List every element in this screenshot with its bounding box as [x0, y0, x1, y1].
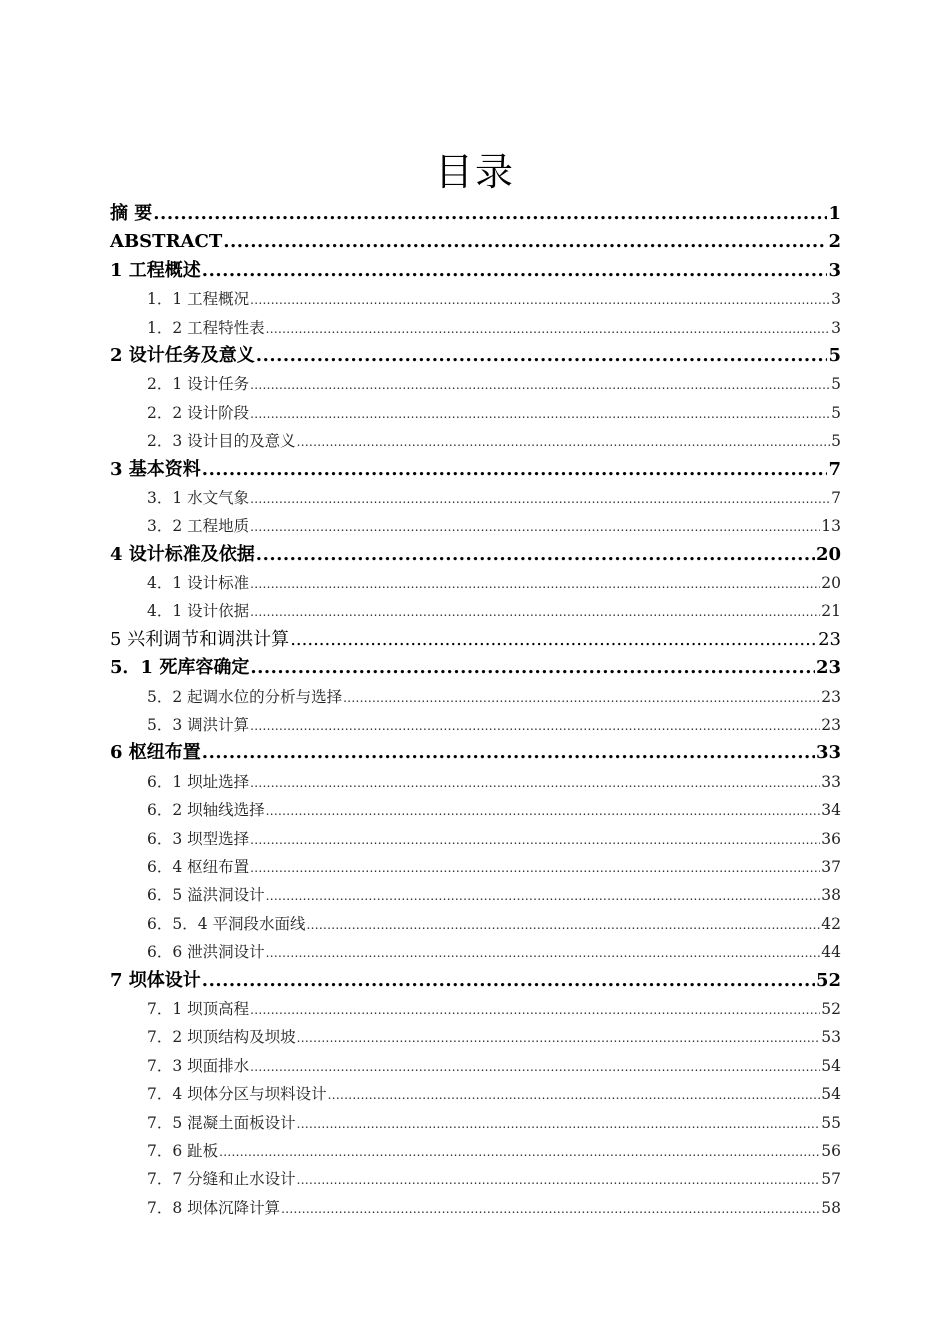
toc-entry-section-6-5-4[interactable] — [110, 910, 841, 938]
toc-page-number: 3 — [828, 259, 841, 281]
toc-leader-dots — [266, 315, 830, 343]
toc-leader-dots — [266, 939, 821, 967]
toc-page-number: 23 — [815, 657, 841, 679]
toc-entry-label: 7．1 坝顶高程 — [147, 999, 250, 1018]
toc-leader-dots — [202, 456, 828, 484]
toc-leader-dots — [256, 342, 828, 370]
toc-leader-dots — [153, 200, 827, 228]
toc-entry-chapter-3[interactable] — [110, 456, 841, 484]
toc-entry-label: 6．5 溢洪洞设计 — [147, 886, 265, 905]
toc-page-number: 3 — [831, 318, 841, 337]
toc-leader-dots — [297, 428, 830, 456]
page-title: 目录 — [434, 150, 515, 194]
toc-leader-dots — [343, 684, 820, 712]
toc-entry-label: 7．5 混凝土面板设计 — [147, 1113, 296, 1132]
toc-leader-dots — [250, 400, 830, 428]
toc-entry-label: 6 枢纽布置 — [110, 742, 201, 764]
toc-page-number: 42 — [821, 914, 841, 933]
toc-leader-dots — [250, 769, 820, 797]
toc-leader-dots — [250, 485, 830, 513]
toc-page-number: 5 — [831, 375, 841, 394]
toc-entry-section-6-3[interactable] — [110, 825, 841, 853]
toc-page-number: 23 — [821, 687, 841, 706]
toc-entry-chapter-4[interactable] — [110, 541, 841, 569]
toc-entry-section-5-1[interactable] — [110, 654, 841, 682]
toc-entry-label: 5．1 死库容确定 — [110, 657, 250, 679]
toc-entry-label: 2．2 设计阶段 — [147, 403, 250, 422]
toc-leader-dots — [297, 1110, 821, 1138]
toc-page-number: 5 — [831, 432, 841, 451]
toc-page-number: 34 — [821, 801, 841, 820]
toc-entry-section-7-5[interactable] — [110, 1109, 841, 1137]
toc-entry-label: 4．1 设计依据 — [147, 602, 250, 621]
toc-page-number: 7 — [828, 458, 841, 480]
toc-entry-section-1-1[interactable] — [110, 285, 841, 313]
toc-entry-label: 4．1 设计标准 — [147, 574, 250, 593]
toc-entry-label: ABSTRACT — [110, 231, 223, 253]
toc-entry-label: 5．3 调洪计算 — [147, 716, 250, 735]
toc-entry-section-7-1[interactable] — [110, 995, 841, 1023]
toc-leader-dots — [250, 854, 820, 882]
toc-entry-section-3-2[interactable] — [110, 512, 841, 540]
toc-page-number: 57 — [821, 1170, 841, 1189]
toc-entry-chapter-7[interactable] — [110, 967, 841, 995]
toc-page-number: 5 — [831, 403, 841, 422]
toc-entry-abstract-en[interactable] — [110, 228, 841, 256]
toc-leader-dots — [250, 712, 820, 740]
toc-page-number: 56 — [821, 1141, 841, 1160]
toc-entry-label: 1．2 工程特性表 — [147, 318, 265, 337]
toc-page-number: 5 — [828, 344, 841, 366]
toc-entry-section-6-1[interactable] — [110, 768, 841, 796]
toc-entry-label: 7．2 坝顶结构及坝坡 — [147, 1028, 296, 1047]
toc-page-number: 54 — [821, 1056, 841, 1075]
toc-entry-chapter-2[interactable] — [110, 342, 841, 370]
toc-entry-label: 6．5．4 平洞段水面线 — [147, 914, 306, 933]
toc-leader-dots — [250, 654, 815, 682]
toc-leader-dots — [256, 541, 815, 569]
toc-entry-label: 6．3 坝型选择 — [147, 829, 250, 848]
toc-page-number: 23 — [818, 628, 841, 650]
toc-page-number: 55 — [821, 1113, 841, 1132]
toc-page-number: 58 — [821, 1198, 841, 1217]
toc-entry-section-1-2[interactable] — [110, 314, 841, 342]
toc-entry-label: 3．2 工程地质 — [147, 517, 250, 536]
toc-leader-dots — [202, 967, 815, 995]
toc-page-number: 53 — [821, 1028, 841, 1047]
toc-entry-label: 4 设计标准及依据 — [110, 543, 255, 565]
toc-leader-dots — [250, 371, 830, 399]
toc-page-number: 36 — [821, 829, 841, 848]
toc-entry-section-2-2[interactable] — [110, 399, 841, 427]
toc-entry-label: 7 坝体设计 — [110, 969, 201, 991]
toc-entry-label: 7．4 坝体分区与坝料设计 — [147, 1085, 327, 1104]
toc-entry-label: 6．6 泄洪洞设计 — [147, 943, 265, 962]
toc-entry-chapter-1[interactable] — [110, 257, 841, 285]
toc-page-number: 21 — [821, 602, 841, 621]
toc-entry-label: 2．3 设计目的及意义 — [147, 432, 296, 451]
toc-leader-dots — [266, 797, 821, 825]
table-of-contents — [110, 200, 841, 1222]
toc-page-number: 54 — [821, 1085, 841, 1104]
toc-entry-section-7-6[interactable] — [110, 1137, 841, 1165]
toc-entry-section-7-2[interactable] — [110, 1023, 841, 1051]
toc-page-number: 20 — [821, 574, 841, 593]
toc-entry-label: 5．2 起调水位的分析与选择 — [147, 687, 343, 706]
toc-leader-dots — [297, 1166, 821, 1194]
toc-entry-label: 6．1 坝址选择 — [147, 772, 250, 791]
toc-entry-section-3-1[interactable] — [110, 484, 841, 512]
toc-entry-label: 7．6 趾板 — [147, 1141, 219, 1160]
toc-leader-dots — [297, 1024, 821, 1052]
toc-leader-dots — [266, 882, 821, 910]
toc-page-number: 33 — [815, 742, 841, 764]
toc-entry-label: 2 设计任务及意义 — [110, 344, 255, 366]
toc-page-number: 52 — [815, 969, 841, 991]
toc-leader-dots — [307, 911, 821, 939]
toc-leader-dots — [281, 1195, 820, 1223]
toc-page-number: 2 — [828, 231, 841, 253]
toc-entry-section-7-8[interactable] — [110, 1194, 841, 1222]
toc-entry-section-6-2[interactable] — [110, 796, 841, 824]
toc-leader-dots — [202, 257, 828, 285]
toc-entry-section-2-3[interactable] — [110, 427, 841, 455]
toc-page-number: 3 — [831, 290, 841, 309]
toc-entry-label: 7．7 分缝和止水设计 — [147, 1170, 296, 1189]
toc-leader-dots — [250, 826, 820, 854]
toc-page-number: 52 — [821, 999, 841, 1018]
toc-entry-label: 7．3 坝面排水 — [147, 1056, 250, 1075]
toc-page-number: 23 — [821, 716, 841, 735]
toc-entry-label: 2．1 设计任务 — [147, 375, 250, 394]
toc-entry-section-5-2[interactable] — [110, 683, 841, 711]
toc-leader-dots — [250, 1053, 820, 1081]
toc-leader-dots — [250, 996, 820, 1024]
toc-entry-section-4-1b[interactable] — [110, 597, 841, 625]
toc-leader-dots — [250, 598, 820, 626]
toc-entry-chapter-6[interactable] — [110, 739, 841, 767]
toc-entry-label: 3 基本资料 — [110, 458, 201, 480]
toc-entry-abstract-cn[interactable] — [110, 200, 841, 228]
toc-entry-section-7-4[interactable] — [110, 1080, 841, 1108]
toc-entry-section-7-3[interactable] — [110, 1052, 841, 1080]
toc-leader-dots — [250, 570, 820, 598]
toc-entry-label: 3．1 水文气象 — [147, 488, 250, 507]
toc-entry-label: 5 兴利调节和调洪计算 — [110, 628, 290, 650]
toc-page-number: 33 — [821, 772, 841, 791]
toc-entry-chapter-5[interactable] — [110, 626, 841, 654]
toc-entry-label: 6．2 坝轴线选择 — [147, 801, 265, 820]
toc-entry-label: 摘 要 — [110, 203, 153, 224]
toc-entry-label: 1 工程概述 — [110, 259, 201, 281]
toc-page-number: 38 — [821, 886, 841, 905]
toc-page-number: 1 — [828, 203, 841, 224]
toc-page-number: 44 — [821, 943, 841, 962]
toc-page-number: 37 — [821, 857, 841, 876]
toc-entry-section-6-6[interactable] — [110, 938, 841, 966]
toc-entry-label: 1．1 工程概况 — [147, 290, 250, 309]
toc-leader-dots — [250, 513, 820, 541]
toc-leader-dots — [202, 739, 815, 767]
toc-page-number: 7 — [831, 488, 841, 507]
toc-entry-section-5-3[interactable] — [110, 711, 841, 739]
toc-entry-label: 7．8 坝体沉降计算 — [147, 1198, 281, 1217]
toc-entry-section-6-5[interactable] — [110, 881, 841, 909]
toc-leader-dots — [223, 228, 827, 256]
toc-entry-section-6-4[interactable] — [110, 853, 841, 881]
toc-entry-section-7-7[interactable] — [110, 1165, 841, 1193]
toc-page-number: 20 — [815, 543, 841, 565]
toc-entry-label: 6．4 枢纽布置 — [147, 857, 250, 876]
toc-entry-section-4-1[interactable] — [110, 569, 841, 597]
toc-leader-dots — [328, 1081, 821, 1109]
toc-leader-dots — [250, 286, 830, 314]
toc-leader-dots — [219, 1138, 820, 1166]
toc-entry-section-2-1[interactable] — [110, 370, 841, 398]
toc-leader-dots — [290, 626, 817, 654]
toc-page-number: 13 — [821, 517, 841, 536]
